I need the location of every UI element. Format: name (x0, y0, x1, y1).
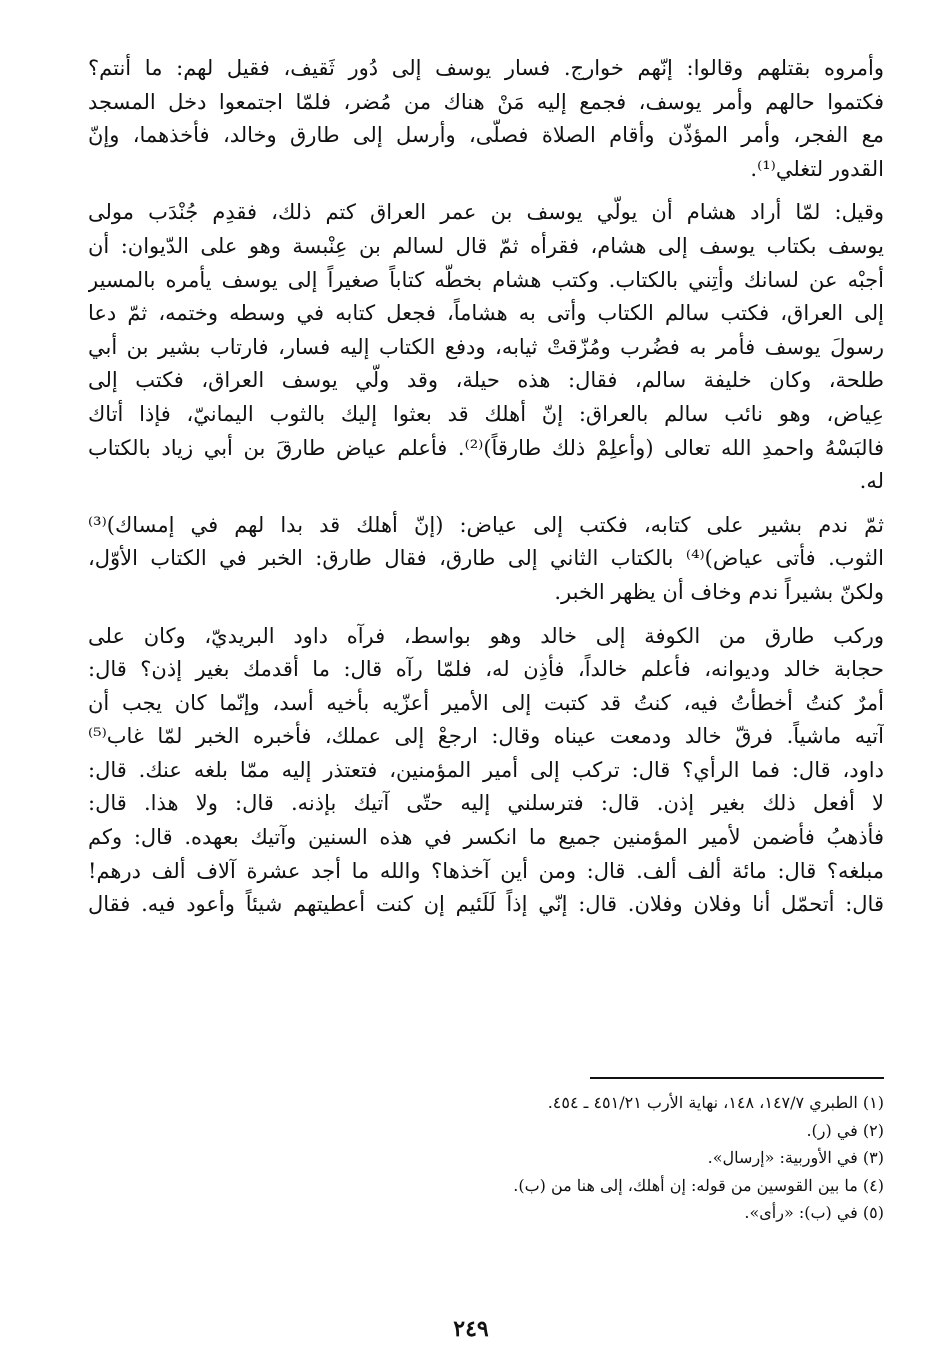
page-number: ٢٤٩ (453, 1316, 489, 1342)
footnotes (88, 1089, 884, 1227)
text-line: أجبْه عن لسانك وأتِني بالكتاب. وكتب هشام بخطّه كتاباً صغيراً إلى يوسف يأمره بالمسير (88, 267, 884, 292)
text-line: وقيل: لمّا أراد هشام أن يولّي يوسف بن عمر العراق كتم ذلك، فقدِم جُنْدَب مولى (88, 200, 884, 225)
text-line: وأمروه بقتلهم وقالوا: إنّهم خوارج. فسار يوسف إلى دُور ثَقيف، فقيل لهم: ما أنتم؟ (88, 56, 884, 80)
text-line: مع الفجر، وأمر المؤذّن وأقام الصلاة فصلّى، وأرسل إلى طارق وخالد، فأخذهما، وإنّ (88, 123, 884, 148)
footnote-5: (٥) في (ب): «رأى». (744, 1203, 884, 1222)
paragraph-3 (88, 509, 884, 610)
text-line: قال: أتحمّل أنا وفلان وفلان. قال: إنّي إذاً لَلَئيم إن كنت أعطيتهم شيئاً وأعود فيه. فقال (88, 892, 884, 917)
text-line: القدور لتغلي⁽¹⁾. (750, 156, 884, 181)
text-line: عِياض، وهو نائب سالم بالعراق: إنّ أهلك قد بعثوا إليك بالثوب اليمانيّ، فإذا أتاك (88, 401, 884, 426)
main-text (88, 52, 884, 932)
text-line: رسولَ يوسف فأمر به فضُرب ومُزّقتْ ثيابه، ودفع الكتاب إليه فسار، فارتاب بشير بن أبي (88, 334, 884, 359)
text-line: طلحة، وكان خليفة سالم، فقال: هذه حيلة، وقد ولّي يوسف العراق، فكتب إلى (88, 368, 884, 393)
text-line: الثوب. فأتى عياض)⁽⁴⁾ بالكتاب الثاني إلى طارق، فقال طارق: الخبر في الكتاب الأوّل، (88, 546, 884, 571)
paragraph-2 (88, 196, 884, 498)
text-line: فأذهبُ فأضمن لأمير المؤمنين جميع ما انكسر في هذه السنين وآتيك بعهده. قال: وكم (88, 825, 884, 850)
text-line: آتيه ماشياً. فرقّ خالد ودمعت عيناه وقال: ارجعْ إلى عملك، فأخبره الخبر لمّا غاب⁽⁵⁾ (88, 724, 884, 749)
text-line: ولكنّ بشيراً ندم وخاف أن يظهر الخبر. (554, 579, 884, 604)
footnote-1: (١) الطبري ١٤٧/٧، ١٤٨، نهاية الأرب ٤٥١/٢١ ـ ٤٥٤. (547, 1093, 884, 1112)
text-line: يوسف بكتاب يوسف إلى هشام، فقرأه ثمّ قال لسالم بن عِنْبسة وهو على الدّيوان: أن (88, 233, 884, 258)
text-line: حجابة خالد وديوانه، فأعلم خالداً، فأذِن له، فلمّا رآه قال: ما أقدمك بغير إذن؟ قال: (88, 657, 884, 682)
footnote-2: (٢) في (ر). (806, 1120, 884, 1140)
footnote-4: (٤) ما بين القوسين من قوله: إن أهلك، إلى هنا من (ب). (513, 1175, 884, 1195)
text-line: إلى العراق، فكتب سالم الكتاب وأتى به هشاماً، فجعل كتابه في وسطه وختمه، ثمّ دعا (88, 301, 884, 326)
footnote-3: (٣) في الأوربية: «إرسال». (707, 1148, 884, 1167)
text-line: مبلغه؟ قال: مائة ألف ألف. قال: ومن أين آخذها؟ والله ما أجد عشرة آلاف ألف درهم! (88, 858, 884, 883)
text-line: أمرٌ كنتُ أخطأتُ فيه، كنتُ قد كتبت إلى الأمير أعزّيه بأخيه أسد، وإنّما كان يجب أن (88, 690, 884, 715)
text-line: لا أفعل ذلك بغير إذن. قال: فترسلني إليه حتّى آتيك بإذنه. قال: ولا هذا. قال: (88, 791, 884, 816)
footnote-separator (590, 1077, 884, 1079)
text-line: له. (859, 469, 884, 494)
text-line: فكتموا حالهم وأمر يوسف، فجمع إليه مَنْ هناك من مُضر، فلمّا اجتمعوا دخل المسجد (88, 89, 884, 114)
text-line: ثمّ ندم بشير على كتابه، فكتب إلى عياض: (إنّ أهلك قد بدا لهم في إمساك)⁽³⁾ (88, 512, 884, 537)
paragraph-1 (88, 52, 884, 186)
paragraph-4 (88, 620, 884, 922)
text-line: داود، قال: فما الرأي؟ قال: تركب إلى أمير المؤمنين، فتعتذر إليه ممّا بلغه عنك. قال: (88, 757, 884, 782)
text-line: فالبَسْهُ واحمدِ الله تعالى (وأعلِمْ ذلك طارقاً)⁽²⁾. فأعلم عياض طارقَ بن أبي زياد بالكتاب (88, 435, 884, 460)
text-line: وركب طارق من الكوفة إلى خالد وهو بواسط، فرآه داود البريديّ، وكان على (88, 623, 884, 648)
